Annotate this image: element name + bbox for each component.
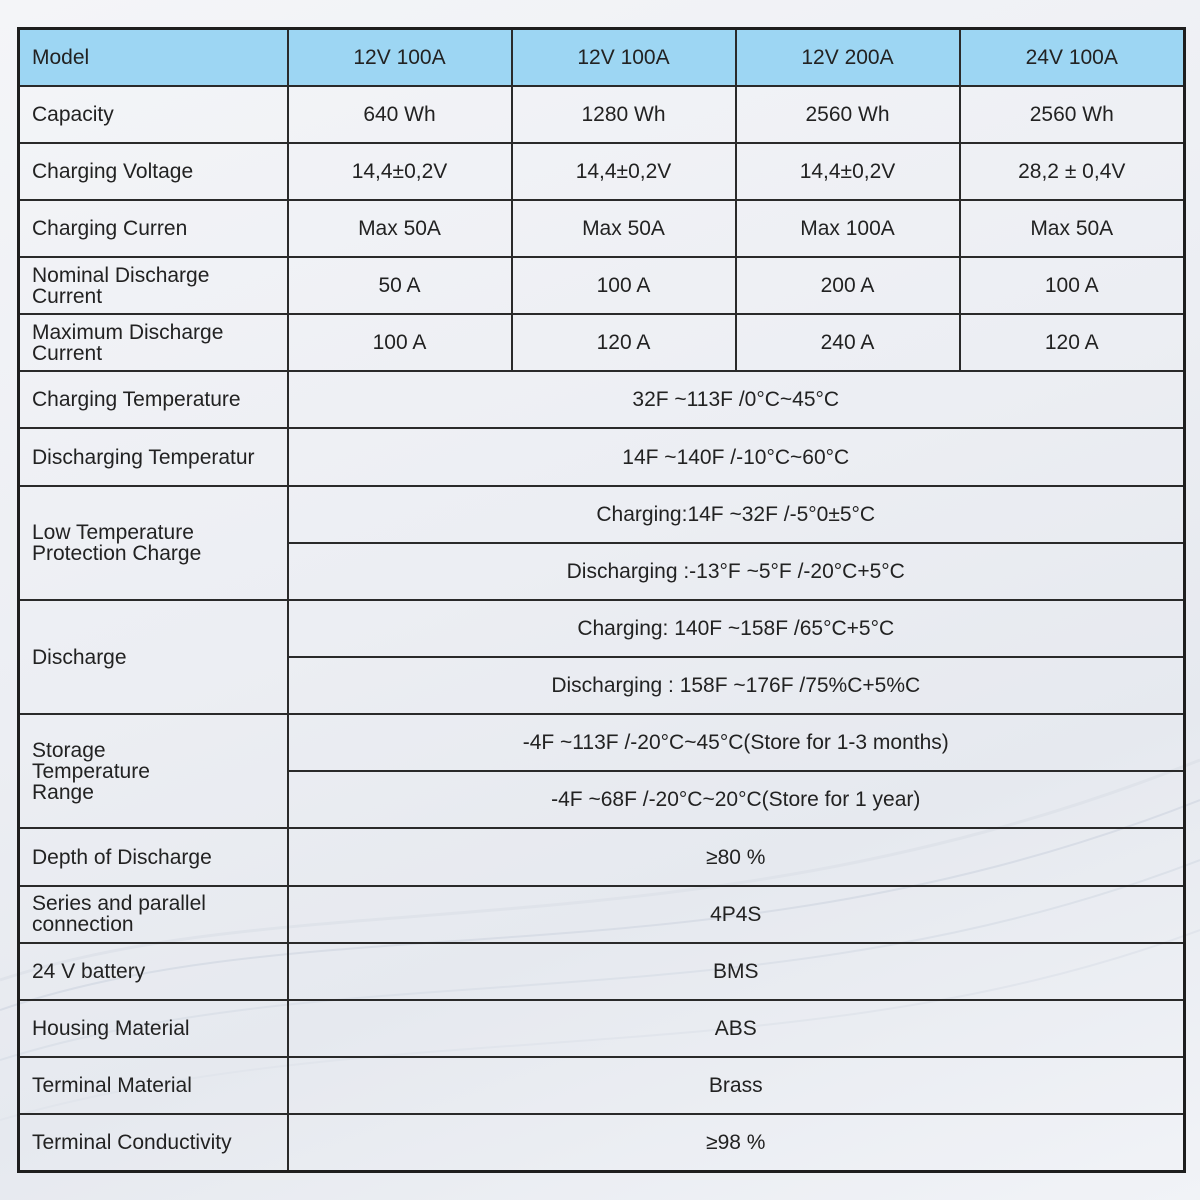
row-label-line: Range bbox=[32, 780, 94, 804]
row-label-line: connection bbox=[32, 913, 134, 937]
row-label-line: Maximum Discharge bbox=[32, 320, 224, 344]
row-label-line: Current bbox=[32, 284, 103, 308]
table-row bbox=[19, 1000, 1185, 1057]
table-cell: -4F ~113F /-20°C~45°C(Store for 1-3 months) bbox=[288, 714, 1185, 771]
table-cell: 120 A bbox=[512, 314, 736, 371]
table-cell: 2560 Wh bbox=[736, 86, 960, 143]
row-label bbox=[19, 257, 288, 314]
model-header: 24V 100A bbox=[960, 29, 1185, 86]
table-cell: 1280 Wh bbox=[512, 86, 736, 143]
table-row bbox=[19, 486, 1185, 543]
table-cell: 14,4±0,2V bbox=[288, 143, 512, 200]
table-cell: ABS bbox=[288, 1000, 1185, 1057]
table-row bbox=[19, 828, 1185, 885]
row-label: Charging Curren bbox=[19, 200, 288, 257]
table-cell: 640 Wh bbox=[288, 86, 512, 143]
table-row bbox=[19, 200, 1185, 257]
row-label-line: Temperature bbox=[32, 759, 150, 783]
table-cell: 120 A bbox=[960, 314, 1185, 371]
row-label: Depth of Discharge bbox=[19, 828, 288, 885]
table-row bbox=[19, 943, 1185, 1000]
table-cell: 32F ~113F /0°C~45°C bbox=[288, 371, 1185, 428]
table-row bbox=[19, 600, 1185, 657]
row-label-line: Series and parallel bbox=[32, 892, 206, 916]
row-label: 24 V battery bbox=[19, 943, 288, 1000]
table-cell: Charging:14F ~32F /-5°0±5°C bbox=[288, 486, 1185, 543]
row-label: Discharge bbox=[19, 600, 288, 714]
table-cell: ≥80 % bbox=[288, 828, 1185, 885]
header-row bbox=[19, 29, 1185, 86]
row-label: Charging Voltage bbox=[19, 143, 288, 200]
row-label bbox=[19, 886, 288, 943]
table-row bbox=[19, 86, 1185, 143]
row-label bbox=[19, 714, 288, 828]
model-header: 12V 100A bbox=[288, 29, 512, 86]
row-label: Housing Material bbox=[19, 1000, 288, 1057]
row-label bbox=[19, 314, 288, 371]
table-cell: Max 50A bbox=[512, 200, 736, 257]
row-label: Charging Temperature bbox=[19, 371, 288, 428]
model-header: 12V 200A bbox=[736, 29, 960, 86]
model-header: 12V 100A bbox=[512, 29, 736, 86]
table-row bbox=[19, 314, 1185, 371]
table-cell: Discharging : 158F ~176F /75%C+5%C bbox=[288, 657, 1185, 714]
row-label: Terminal Conductivity bbox=[19, 1114, 288, 1171]
table-cell: 14,4±0,2V bbox=[736, 143, 960, 200]
table-row bbox=[19, 1114, 1185, 1171]
table-row bbox=[19, 371, 1185, 428]
table-row bbox=[19, 1057, 1185, 1114]
model-label: Model bbox=[19, 29, 288, 86]
row-label-line: Protection Charge bbox=[32, 541, 202, 565]
spec-table bbox=[17, 27, 1186, 1173]
row-label bbox=[19, 486, 288, 600]
table-cell: 14F ~140F /-10°C~60°C bbox=[288, 428, 1185, 485]
table-cell: 28,2 ± 0,4V bbox=[960, 143, 1185, 200]
table-row bbox=[19, 886, 1185, 943]
table-cell: Charging: 140F ~158F /65°C+5°C bbox=[288, 600, 1185, 657]
table-cell: Max 50A bbox=[960, 200, 1185, 257]
table-cell: BMS bbox=[288, 943, 1185, 1000]
row-label: Terminal Material bbox=[19, 1057, 288, 1114]
table-cell: 100 A bbox=[288, 314, 512, 371]
table-cell: Discharging :-13°F ~5°F /-20°C+5°C bbox=[288, 543, 1185, 600]
table-cell: 14,4±0,2V bbox=[512, 143, 736, 200]
table-cell: 200 A bbox=[736, 257, 960, 314]
table-row bbox=[19, 143, 1185, 200]
row-label-line: Nominal Discharge bbox=[32, 263, 210, 287]
table-cell: Brass bbox=[288, 1057, 1185, 1114]
table-cell: 50 A bbox=[288, 257, 512, 314]
row-label: Capacity bbox=[19, 86, 288, 143]
row-label-line: Low Temperature bbox=[32, 520, 194, 544]
row-label-line: Storage bbox=[32, 738, 106, 762]
table-row bbox=[19, 714, 1185, 771]
table-cell: 100 A bbox=[512, 257, 736, 314]
table-cell: 240 A bbox=[736, 314, 960, 371]
table-cell: ≥98 % bbox=[288, 1114, 1185, 1171]
table-cell: Max 50A bbox=[288, 200, 512, 257]
table-cell: 4P4S bbox=[288, 886, 1185, 943]
table-cell: 100 A bbox=[960, 257, 1185, 314]
table-row bbox=[19, 257, 1185, 314]
table-row bbox=[19, 428, 1185, 485]
table-cell: -4F ~68F /-20°C~20°C(Store for 1 year) bbox=[288, 771, 1185, 828]
table-cell: 2560 Wh bbox=[960, 86, 1185, 143]
row-label: Discharging Temperatur bbox=[19, 428, 288, 485]
table-cell: Max 100A bbox=[736, 200, 960, 257]
row-label-line: Current bbox=[32, 341, 103, 365]
